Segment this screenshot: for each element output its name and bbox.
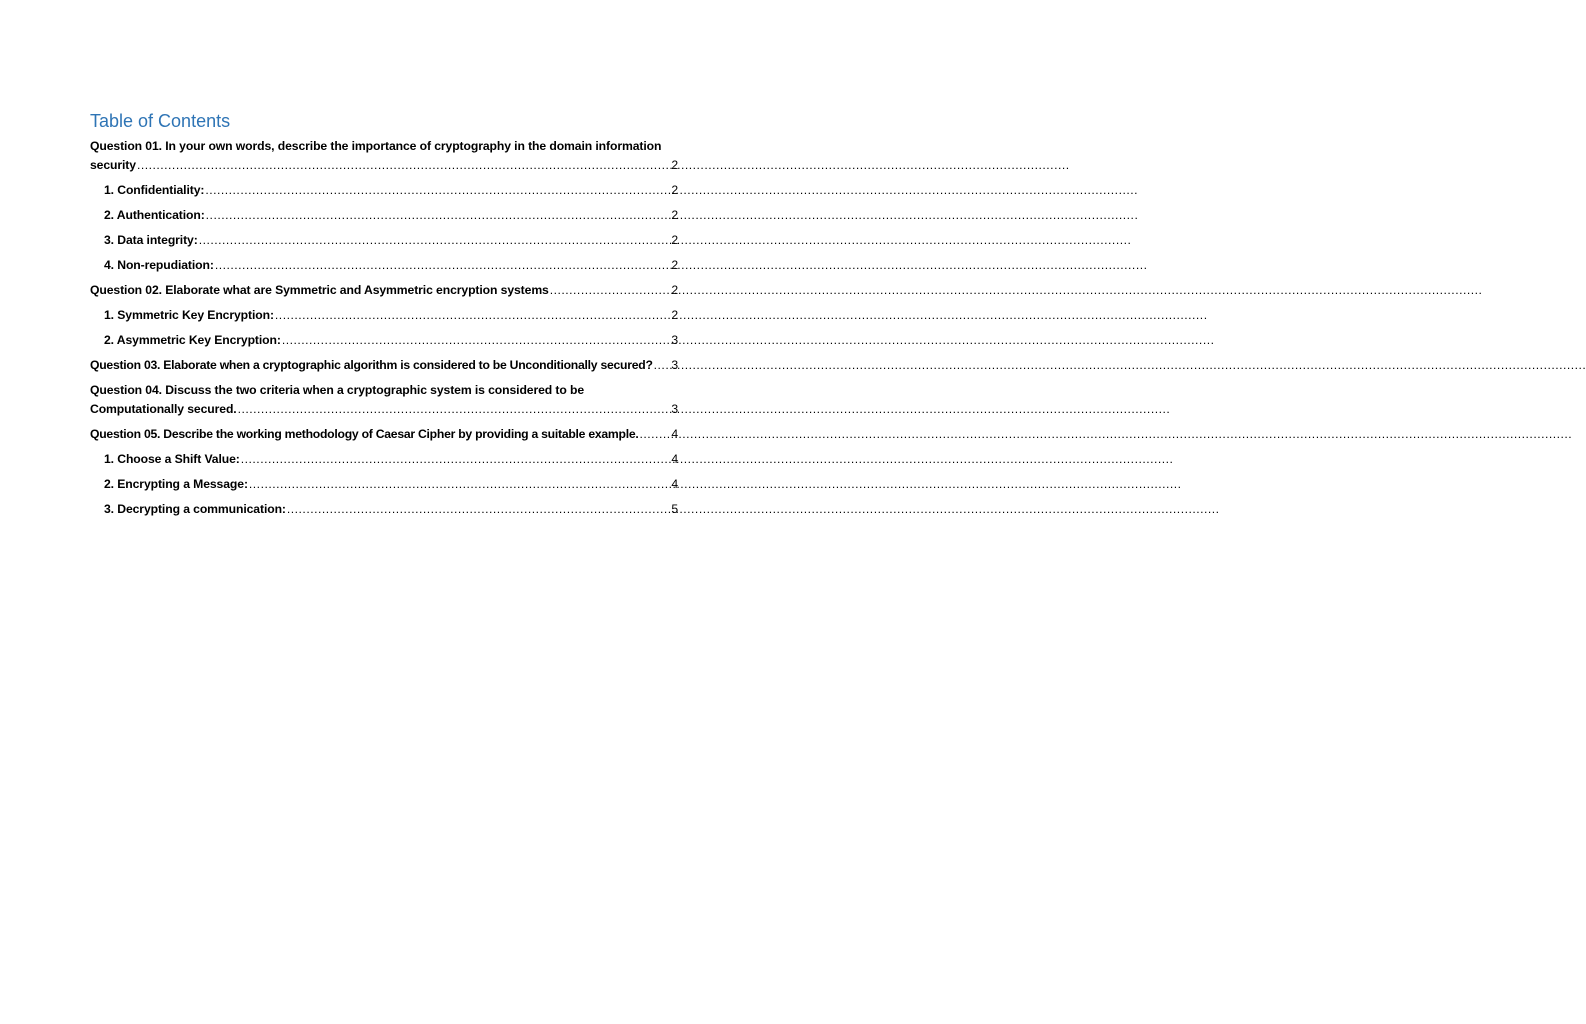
toc-page-number: 4 xyxy=(671,452,678,466)
dot-leader xyxy=(241,450,667,469)
toc-entry-first-line: Question 04. Discuss the two criteria when a cryptographic system is considered to be xyxy=(90,383,585,397)
toc-page-number: 2 xyxy=(671,308,678,322)
toc-page-number: 3 xyxy=(671,333,678,347)
dot-leader xyxy=(205,181,667,200)
toc-entry-question-01[interactable] xyxy=(90,137,678,175)
dot-leader xyxy=(199,231,667,250)
dot-leader xyxy=(275,306,667,325)
toc-page-number: 3 xyxy=(671,402,678,416)
toc-entry-label: 4. Non-repudiation: xyxy=(104,258,214,272)
toc-page-number: 2 xyxy=(671,258,678,272)
toc-entry-first-line: Question 01. In your own words, describe the importance of cryptography in the domain information xyxy=(90,139,662,153)
dot-leader xyxy=(137,156,667,175)
toc-entry-encrypting-message[interactable] xyxy=(90,475,678,494)
toc-page-number: 4 xyxy=(671,427,678,441)
toc-entry-label: 1. Confidentiality: xyxy=(104,183,205,197)
toc-entry-question-03[interactable] xyxy=(90,356,678,375)
dot-leader xyxy=(640,425,667,444)
toc-entry-authentication[interactable] xyxy=(90,206,678,225)
table-of-contents xyxy=(90,109,678,519)
toc-page-number: 2 xyxy=(671,208,678,222)
toc-entry-asymmetric-key[interactable] xyxy=(90,331,678,350)
toc-entry-label: 2. Encrypting a Message: xyxy=(104,477,248,491)
toc-entry-label: 2. Asymmetric Key Encryption: xyxy=(104,333,281,347)
toc-entry-label: 3. Decrypting a communication: xyxy=(104,502,286,516)
toc-entry-label: Question 03. Elaborate when a cryptographic algorithm is considered to be Unconditionally secured? xyxy=(90,358,653,372)
toc-entry-label: Question 02. Elaborate what are Symmetric and Asymmetric encryption systems xyxy=(90,283,549,297)
toc-entry-non-repudiation[interactable] xyxy=(90,256,678,275)
toc-page-number: 2 xyxy=(671,283,678,297)
toc-page-number: 2 xyxy=(671,233,678,247)
dot-leader xyxy=(287,500,667,519)
toc-page-number: 2 xyxy=(671,158,678,172)
toc-page-number: 4 xyxy=(671,477,678,491)
dot-leader xyxy=(654,356,667,375)
toc-page-number: 3 xyxy=(671,358,678,372)
toc-entry-label: 1. Choose a Shift Value: xyxy=(104,452,240,466)
toc-page-number: 2 xyxy=(671,183,678,197)
dot-leader xyxy=(238,400,667,419)
document-page xyxy=(0,0,768,1024)
toc-entry-choose-shift[interactable] xyxy=(90,450,678,469)
dot-leader xyxy=(206,206,667,225)
dot-leader xyxy=(215,256,667,275)
toc-entry-confidentiality[interactable] xyxy=(90,181,678,200)
dot-leader xyxy=(550,281,667,300)
toc-entry-data-integrity[interactable] xyxy=(90,231,678,250)
toc-title: Table of Contents xyxy=(90,111,231,131)
dot-leader xyxy=(282,331,667,350)
toc-entry-label: 2. Authentication: xyxy=(104,208,205,222)
toc-list xyxy=(90,137,678,519)
toc-entry-label: security xyxy=(90,158,136,172)
toc-entry-decrypting-communication[interactable] xyxy=(90,500,678,519)
toc-page-number: 5 xyxy=(671,502,678,516)
toc-entry-label: Computationally secured. xyxy=(90,402,237,416)
toc-entry-question-02[interactable] xyxy=(90,281,678,300)
toc-entry-label: 3. Data integrity: xyxy=(104,233,198,247)
toc-entry-question-05[interactable] xyxy=(90,425,678,444)
toc-entry-label: Question 05. Describe the working methodology of Caesar Cipher by providing a suitable example. xyxy=(90,427,639,441)
toc-entry-symmetric-key[interactable] xyxy=(90,306,678,325)
toc-entry-label: 1. Symmetric Key Encryption: xyxy=(104,308,274,322)
toc-entry-question-04[interactable] xyxy=(90,381,678,419)
dot-leader xyxy=(249,475,667,494)
